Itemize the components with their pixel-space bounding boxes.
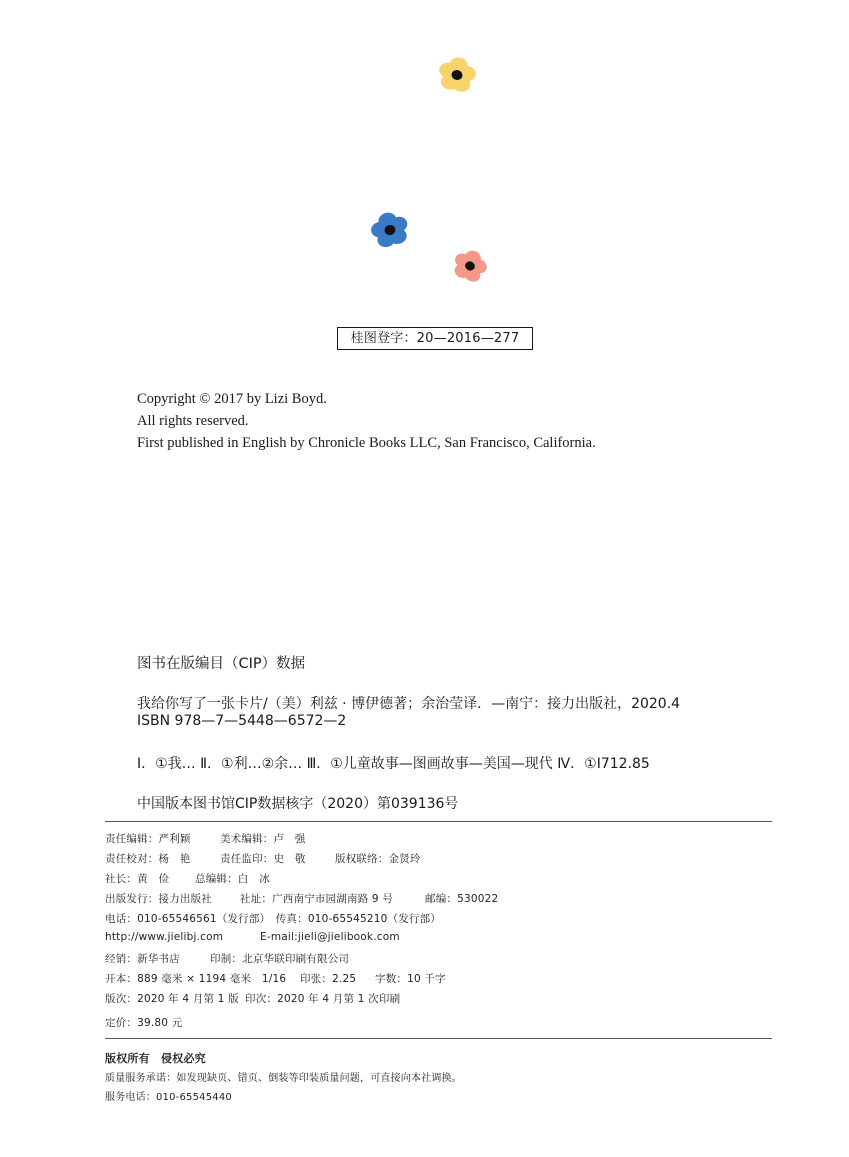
colophon-row <box>105 831 306 846</box>
cip-book-line: 我给你写了一张卡片/（美）利兹 · 博伊德著；余治莹译．—南宁：接力出版社，2020.4 <box>137 696 681 712</box>
art-editor: 美术编辑：卢 强 <box>220 833 306 845</box>
colophon-row <box>105 991 400 1006</box>
chief-editor: 总编辑：白 冰 <box>195 873 270 885</box>
colophon-row <box>105 951 349 966</box>
rights-line: All rights reserved. <box>137 413 249 429</box>
cip-title: 图书在版编目（CIP）数据 <box>137 656 306 672</box>
service-phone: 服务电话：010-65545440 <box>105 1092 232 1103</box>
rights-contact: 版权联络：金贤玲 <box>335 853 421 865</box>
divider <box>105 1038 772 1039</box>
price: 定价：39.80 元 <box>105 1017 183 1029</box>
editor: 责任编辑：严利颖 <box>105 833 191 845</box>
registration-number: 桂图登字：20—2016—277 <box>337 327 533 350</box>
email-link[interactable]: E-mail:jieli@jielibook.com <box>260 931 400 943</box>
sheets: 印张：2.25 <box>300 973 357 985</box>
printer: 印制：北京华联印刷有限公司 <box>210 953 350 965</box>
printing: 印次：2020 年 4 月第 1 次印刷 <box>245 993 401 1005</box>
edition: 版次：2020 年 4 月第 1 版 <box>105 993 239 1005</box>
pink-flower <box>451 248 489 284</box>
colophon-row <box>105 851 421 866</box>
cip-verify-number: 中国版本图书馆CIP数据核字（2020）第039136号 <box>137 796 459 812</box>
copyright-line: Copyright © 2017 by Lizi Boyd. <box>137 391 327 407</box>
colophon-row <box>105 891 498 906</box>
postcode: 邮编：530022 <box>425 893 499 905</box>
proofreader: 责任校对：杨 艳 <box>105 853 191 865</box>
quality-promise: 质量服务承诺：如发现缺页、错页、倒装等印装质量问题，可直接向本社调换。 <box>105 1073 462 1084</box>
publisher: 出版发行：接力出版社 <box>105 893 212 905</box>
cip-isbn: ISBN 978—7—5448—6572—2 <box>137 713 347 729</box>
word-count: 字数：10 千字 <box>375 973 446 985</box>
colophon-row <box>105 931 400 943</box>
copyright-block <box>137 388 596 454</box>
cip-classification: Ⅰ．①我… Ⅱ．①利…②余… Ⅲ．①儿童故事—图画故事—美国—现代 Ⅳ．①I712.85 <box>137 756 650 772</box>
format: 开本：889 毫米 × 1194 毫米 1/16 <box>105 973 287 985</box>
colophon-row <box>105 871 270 886</box>
address: 社址：广西南宁市园湖南路 9 号 <box>240 893 394 905</box>
publisher-line: First published in English by Chronicle Books LLC, San Francisco, California. <box>137 435 596 451</box>
divider <box>105 821 772 822</box>
yellow-flower <box>436 54 478 96</box>
website-link[interactable]: http://www.jielibj.com <box>105 931 224 943</box>
distributor: 经销：新华书店 <box>105 953 180 965</box>
colophon-row <box>105 971 446 986</box>
blue-flower <box>369 209 411 251</box>
rights-title: 版权所有 侵权必究 <box>105 1052 206 1065</box>
print-supervisor: 责任监印：史 敬 <box>220 853 306 865</box>
phone-fax: 电话：010-65546561（发行部） 传真：010-65545210（发行部） <box>105 913 441 925</box>
president: 社长：黄 俭 <box>105 873 170 885</box>
